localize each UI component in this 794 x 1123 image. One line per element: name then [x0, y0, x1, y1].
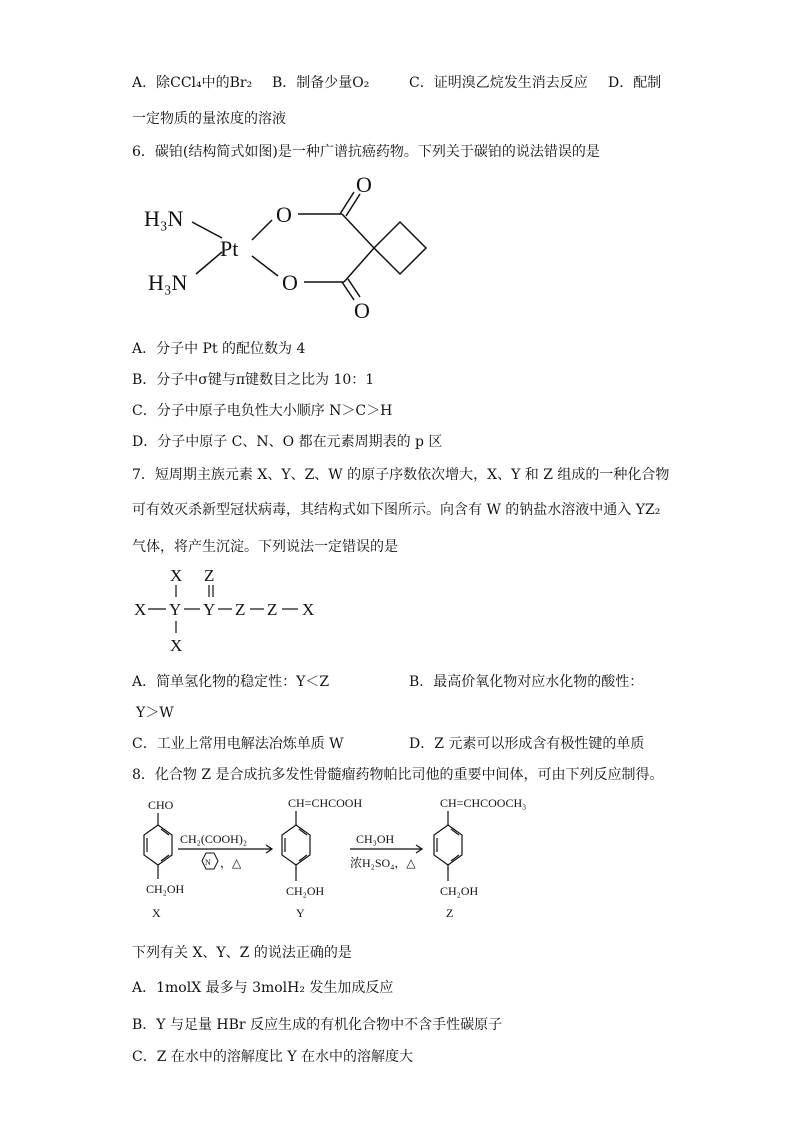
q8-reaction-scheme	[128, 795, 558, 925]
q7-x-left: X	[134, 600, 147, 619]
carboplatin-structure	[140, 170, 440, 323]
z-benzene-ring	[434, 825, 462, 865]
q5-option-b: B．制备少量O₂	[272, 75, 370, 91]
q8-stem: 8．化合物 Z 是合成抗多发性骨髓瘤药物帕比司他的重要中间体，可由下列反应制得。	[132, 767, 664, 783]
q6-option-c: C．分子中原子电负性大小顺序 N＞C＞H	[132, 403, 393, 419]
carbonyl-top-bond1	[340, 192, 354, 214]
q7-option-b: B．最高价氧化物对应水化物的酸性：	[409, 674, 644, 690]
q8-question: 下列有关 X、Y、Z 的说法正确的是	[132, 945, 352, 961]
nh3-bottom-label: H₃N	[148, 270, 188, 295]
q7-stem-line1: 7．短周期主族元素 X、Y、Z、W 的原子序数依次增大，X、Y 和 Z 组成的一种化合物	[132, 467, 670, 483]
q7-z-top: Z	[204, 566, 215, 585]
bond-c-spiro-bottom	[344, 248, 374, 282]
cyclobutane-ring	[374, 222, 426, 274]
q7-option-d: D．Z 元素可以形成含有极性键的单质	[409, 736, 645, 752]
q7-stem-line3: 气体，将产生沉淀。下列说法一定错误的是	[132, 539, 398, 555]
bond-pt-o-top	[252, 220, 272, 240]
nh3-top-label: H₃N	[144, 206, 184, 231]
q7-x-top: X	[170, 566, 183, 585]
reagent2-top-label: CH₃OH	[356, 832, 395, 846]
q7-option-c: C．工业上常用电解法冶炼单质 W	[132, 736, 344, 752]
bond-n-pt-bottom	[196, 252, 222, 274]
reagent1-top-label: CH₂(COOH)₂	[180, 832, 248, 846]
y-compound-label: Y	[296, 906, 305, 920]
q7-stem-line2: 可有效灭杀新型冠状病毒，其结构式如下图所示。向含有 W 的钠盐水溶液中通入 YZ₂	[132, 502, 661, 518]
q8-option-c: C．Z 在水中的溶解度比 Y 在水中的溶解度大	[132, 1049, 414, 1065]
y-ch2oh-label: CH₂OH	[286, 884, 325, 898]
q5-option-c: C．证明溴乙烷发生消去反应	[409, 75, 588, 91]
q8-option-b: B．Y 与足量 HBr 反应生成的有机化合物中不含手性碳原子	[132, 1017, 503, 1033]
q7-y1: Y	[169, 600, 182, 619]
carbonyl-top-bond2	[346, 194, 360, 216]
y-top-label: CH=CHCOOH	[288, 796, 363, 810]
x-compound-label: X	[152, 906, 161, 920]
o-top-label: O	[276, 202, 292, 227]
q6-option-d: D．分子中原子 C、N、O 都在元素周期表的 p 区	[132, 434, 443, 450]
q7-x-right: X	[302, 600, 315, 619]
q7-structure	[132, 565, 332, 655]
z-top-label: CH=CHCOOCH₃	[440, 796, 527, 810]
q8-option-a: A．1molX 最多与 3molH₂ 发生加成反应	[132, 980, 394, 996]
q5-option-a: A．除CCl₄中的Br₂	[132, 75, 253, 91]
y-benzene-ring	[282, 825, 310, 865]
reagent2-bottom-label: 浓H₂SO₄，△	[350, 856, 416, 870]
carbonyl-o-top-label: O	[356, 172, 372, 197]
x-cho-label: CHO	[148, 798, 174, 812]
z-compound-label: Z	[446, 906, 454, 920]
q6-stem: 6．碳铂(结构简式如图)是一种广谱抗癌药物。下列关于碳铂的说法错误的是	[132, 144, 600, 160]
x-ch2oh-label: CH₂OH	[146, 882, 185, 896]
q5-option-d-continuation: 一定物质的量浓度的溶液	[132, 111, 286, 127]
q6-option-b: B．分子中σ键与π键数目之比为 10：1	[132, 372, 375, 388]
pyridine-n-label: N	[205, 858, 211, 867]
reagent1-bottom-label: ，△	[220, 856, 242, 870]
carbonyl-o-bottom-label: O	[354, 298, 370, 323]
q7-y2: Y	[203, 600, 216, 619]
z-ch2oh-label: CH₂OH	[440, 884, 479, 898]
q6-option-a: A．分子中 Pt 的配位数为 4	[132, 341, 306, 357]
q7-z1: Z	[235, 600, 246, 619]
pt-label: Pt	[220, 236, 239, 261]
bond-c-spiro-top	[342, 214, 374, 248]
bond-n-pt-top	[192, 222, 222, 238]
q7-x-bottom: X	[170, 636, 183, 655]
q5-option-d: D．配制	[608, 75, 662, 91]
q7-z2: Z	[267, 600, 278, 619]
bond-pt-o-bottom	[252, 256, 278, 276]
o-bottom-label: O	[282, 270, 298, 295]
q7-option-a: A．简单氢化物的稳定性：Y＜Z	[132, 674, 330, 690]
x-benzene-ring	[144, 825, 172, 865]
q7-option-b-continuation: Y＞W	[136, 705, 174, 721]
